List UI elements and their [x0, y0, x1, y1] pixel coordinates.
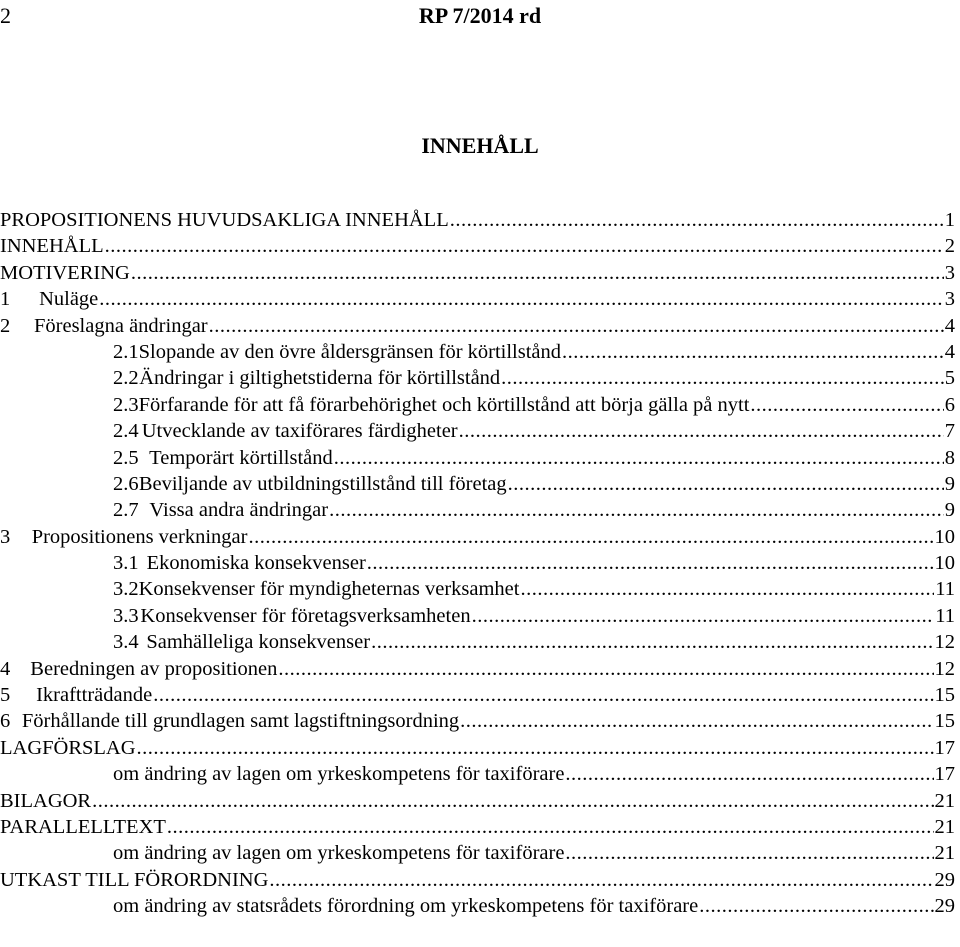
toc-entry-title: om ändring av lagen om yrkeskompetens för taxiförare — [113, 842, 565, 865]
toc-entry[interactable] — [0, 365, 955, 391]
toc-entry-number: 6 — [0, 710, 11, 733]
toc-entry-number: 3 — [0, 525, 11, 548]
toc-entry-page: 17 — [934, 763, 955, 786]
toc-entry-title: PROPOSITIONENS HUVUDSAKLIGA INNEHÅLL — [0, 209, 449, 231]
dot-leader — [750, 392, 943, 418]
toc-entry-number: 2 — [0, 314, 11, 337]
dot-leader — [153, 682, 933, 708]
dot-leader — [131, 260, 944, 286]
toc-entry-page: 7 — [944, 420, 955, 443]
toc-entry-number: 3.4 — [113, 631, 139, 654]
toc-entry-number: 5 — [0, 684, 11, 707]
toc-entry-title: Konsekvenser för myndigheternas verksamhet — [138, 578, 520, 601]
toc-entry-title: PARALLELLTEXT — [0, 815, 166, 838]
running-header: RP 7/2014 rd — [418, 3, 542, 28]
toc-entry-title: LAGFÖRSLAG — [0, 736, 136, 759]
toc-entry-page: 4 — [944, 314, 955, 337]
toc-entry-page: 29 — [934, 868, 955, 891]
toc-entry-title: Ändringar i giltighetstiderna för körtillstånd — [139, 367, 501, 390]
toc-entry-number: 2.5 — [113, 446, 139, 469]
toc-entry-title: om ändring av statsrådets förordning om yrkeskompetens för taxiförare — [113, 895, 699, 918]
toc-entry-title: UTKAST TILL FÖRORDNING — [0, 868, 269, 891]
dot-leader — [269, 867, 933, 893]
dot-leader — [450, 207, 944, 233]
toc-entry-title: Beredningen av propositionen — [30, 657, 278, 680]
dot-leader — [460, 708, 933, 734]
toc-entry-page: 10 — [934, 525, 955, 548]
toc-entry[interactable] — [0, 708, 955, 734]
toc-entry-title: Temporärt körtillstånd — [149, 446, 333, 469]
toc-entry-page: 15 — [934, 684, 955, 707]
toc-entry-title: Nuläge — [39, 288, 99, 311]
toc-entry[interactable] — [0, 814, 955, 840]
toc-entry-title: INNEHÅLL — [0, 235, 104, 258]
toc-entry[interactable] — [0, 735, 955, 761]
toc-entry-number: 4 — [0, 657, 11, 680]
toc-entry[interactable] — [0, 445, 955, 471]
toc-entry-page: 9 — [944, 472, 955, 495]
dot-leader — [137, 735, 934, 761]
toc-entry-page: 17 — [934, 736, 955, 759]
toc-entry[interactable] — [0, 339, 955, 365]
toc-entry-page: 10 — [934, 552, 955, 575]
toc-entry-number: 3.2 — [113, 578, 139, 601]
toc-entry-page: 12 — [934, 657, 955, 680]
toc-entry[interactable] — [0, 524, 955, 550]
page-number: 2 — [0, 3, 11, 28]
toc-entry-title: om ändring av lagen om yrkeskompetens för taxiförare — [113, 763, 565, 786]
dot-leader — [105, 233, 944, 259]
toc-entry[interactable] — [0, 392, 955, 418]
toc-entry[interactable] — [0, 260, 955, 286]
toc-entry-page: 15 — [934, 710, 955, 733]
dot-leader — [562, 339, 944, 365]
toc-entry-page: 21 — [934, 842, 955, 865]
dot-leader — [459, 418, 944, 444]
toc-entry-number: 2.2 — [113, 367, 139, 390]
toc-entry-title: Förfarande för att få förarbehörighet och körtillstånd att börja gälla på nytt — [138, 393, 750, 416]
dot-leader — [699, 893, 933, 919]
toc-entry-page: 21 — [934, 789, 955, 812]
dot-leader — [278, 656, 933, 682]
dot-leader — [520, 576, 934, 602]
dot-leader — [209, 313, 944, 339]
dot-leader — [371, 629, 933, 655]
toc-entry[interactable] — [0, 603, 955, 629]
toc-entry[interactable] — [0, 761, 955, 787]
toc-entry-page: 8 — [944, 446, 955, 469]
table-of-contents — [0, 207, 955, 920]
toc-entry-title: Ikraftträdande — [36, 684, 153, 707]
toc-entry-page: 11 — [935, 578, 955, 601]
toc-entry-number: 3.3 — [113, 604, 139, 627]
dot-leader — [472, 603, 935, 629]
dot-leader — [508, 471, 944, 497]
dot-leader — [565, 761, 933, 787]
toc-entry-title: Slopande av den övre åldersgränsen för körtillstånd — [138, 340, 562, 363]
toc-entry-page: 21 — [934, 815, 955, 838]
toc-entry-number: 2.6 — [113, 472, 139, 495]
dot-leader — [565, 840, 933, 866]
dot-leader — [367, 550, 934, 576]
toc-entry-number: 2.1 — [113, 340, 139, 363]
toc-entry[interactable] — [0, 471, 955, 497]
toc-entry-page: 29 — [934, 895, 955, 918]
toc-entry[interactable] — [0, 656, 955, 682]
toc-entry-page: 9 — [944, 499, 955, 522]
toc-entry-number: 2.4 — [113, 420, 139, 443]
toc-entry-page: 2 — [944, 235, 955, 258]
toc-entry[interactable] — [0, 576, 955, 602]
toc-entry-title: Ekonomiska konsekvenser — [146, 552, 366, 575]
toc-entry[interactable] — [0, 550, 955, 576]
toc-entry-title: Förhållande till grundlagen samt lagstiftningsordning — [21, 710, 460, 733]
toc-entry[interactable] — [0, 788, 955, 814]
toc-entry[interactable] — [0, 286, 955, 312]
toc-entry-title: Utvecklande av taxiförares färdigheter — [141, 420, 458, 443]
toc-entry-title: Konsekvenser för företagsverksamheten — [140, 604, 471, 627]
dot-leader — [329, 497, 944, 523]
toc-entry-title: Beviljande av utbildningstillstånd till företag — [138, 472, 507, 495]
toc-entry-page: 12 — [934, 631, 955, 654]
toc-entry-title: BILAGOR — [0, 789, 92, 812]
toc-entry-title: Propositionens verkningar — [31, 525, 248, 548]
toc-entry-number: 2.7 — [113, 499, 139, 522]
toc-entry-title: Föreslagna ändringar — [34, 314, 208, 337]
dot-leader — [92, 788, 933, 814]
toc-entry-page: 3 — [944, 261, 955, 284]
toc-entry-page: 4 — [944, 340, 955, 363]
toc-entry-page: 11 — [935, 604, 955, 627]
toc-entry-number: 1 — [0, 288, 11, 311]
toc-entry[interactable] — [0, 893, 955, 919]
dot-leader — [99, 286, 943, 312]
toc-entry[interactable] — [0, 629, 955, 655]
toc-entry[interactable] — [0, 840, 955, 866]
toc-entry-title: MOTIVERING — [0, 261, 130, 284]
toc-entry[interactable] — [0, 207, 955, 233]
toc-entry[interactable] — [0, 682, 955, 708]
toc-entry-page: 5 — [944, 367, 955, 390]
dot-leader — [248, 524, 933, 550]
dot-leader — [167, 814, 934, 840]
toc-entry-number: 2.3 — [113, 393, 139, 416]
toc-entry-page: 6 — [944, 393, 955, 416]
toc-entry[interactable] — [0, 867, 955, 893]
toc-entry-number: 3.1 — [113, 552, 139, 575]
toc-entry[interactable] — [0, 233, 955, 259]
toc-entry-title: Samhälleliga konsekvenser — [146, 631, 371, 654]
toc-entry[interactable] — [0, 497, 955, 523]
toc-entry[interactable] — [0, 418, 955, 444]
toc-entry-page: 1 — [944, 209, 955, 231]
toc-entry-title: Vissa andra ändringar — [149, 499, 329, 522]
dot-leader — [501, 365, 944, 391]
toc-title: INNEHÅLL — [421, 133, 539, 158]
dot-leader — [334, 445, 944, 471]
toc-entry[interactable] — [0, 313, 955, 339]
toc-entry-page: 3 — [944, 288, 955, 311]
